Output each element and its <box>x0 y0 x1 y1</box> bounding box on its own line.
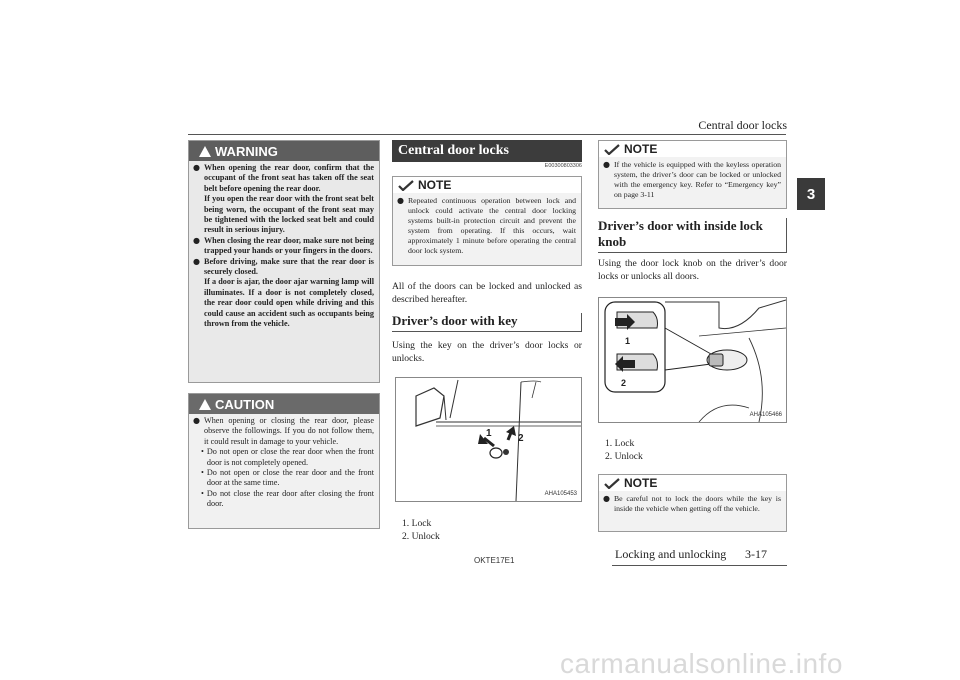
note-item: ● If the vehicle is equipped with the keyless operation system, the driver’s door can be locked or unlocked with the emergency key. Refer to “Emergency key” on page 3-11 <box>603 160 781 199</box>
key-legend <box>402 518 440 543</box>
footer-rule <box>612 565 787 566</box>
legend-item-lock: 1. Lock <box>605 438 635 449</box>
door-key-illustration <box>396 378 581 501</box>
caution-subitem: • Do not close the rear door after closing the front door. <box>201 488 374 509</box>
section-code: E00300803306 <box>544 163 582 169</box>
key-section-title: Driver’s door with key <box>392 313 582 332</box>
knob-legend <box>605 438 643 463</box>
legend-item-lock: 1. Lock <box>402 518 432 529</box>
section-title: Central door locks <box>392 140 582 162</box>
footer-section: Locking and unlocking <box>615 547 727 561</box>
document-code: OKTE17E1 <box>474 556 515 565</box>
bullet-icon: ● <box>193 163 200 172</box>
note-label: NOTE <box>418 178 452 192</box>
bullet-icon: ● <box>193 235 200 245</box>
bullet-icon: ● <box>603 160 610 169</box>
knob-body-text: Using the door lock knob on the driver’s door locks or unlocks all doors. <box>598 258 787 282</box>
callout-1: 1 <box>486 428 492 439</box>
caution-box <box>188 393 380 529</box>
bullet-icon: ● <box>397 196 404 205</box>
header-rule <box>188 134 786 135</box>
caution-header <box>189 394 379 414</box>
note-check-icon <box>604 144 620 155</box>
note-item: ● Be careful not to lock the doors while the key is inside the vehicle when getting off the vehicle. <box>603 494 781 513</box>
chapter-tab[interactable]: 3 <box>797 178 825 210</box>
bullet-icon: ● <box>193 256 200 266</box>
note-check-icon <box>398 180 414 191</box>
knob-figure <box>598 297 787 423</box>
warning-item-continued: If a door is ajar, the door ajar warning lamp will illuminates. If a door is not completely closed, the rear door could open while driving and this could cause an accident such as occupants being thrown from the vehicle. <box>203 277 374 329</box>
warning-header <box>189 141 379 161</box>
note-header <box>599 141 786 157</box>
warning-title: WARNING <box>215 143 278 159</box>
note-item: ● Repeated continuous operation between lock and unlock could activate the central door locking systems built-in protection circuit and prevent the system from operating. If this occurs, wait approximately 1 minute before operating the central door lock system. <box>397 196 576 255</box>
note-check-icon <box>604 478 620 489</box>
bullet-icon: ● <box>603 494 610 503</box>
key-body-text: Using the key on the driver’s door locks or unlocks. <box>392 340 582 364</box>
page-number: 3-17 <box>745 547 767 561</box>
warning-item-continued: If you open the rear door with the front seat belt being worn, the occupant of the front seat may be tightened with the locked seat belt and could result in serious injury. <box>203 194 374 235</box>
callout-1: 1 <box>625 336 631 346</box>
note-label: NOTE <box>624 476 658 490</box>
key-door-figure <box>395 377 582 502</box>
keyless-note-box <box>598 140 787 209</box>
caution-subitem: • Do not open or close the rear door when the front door is not completely opened. <box>201 447 374 467</box>
figure-code: AHA105453 <box>544 491 577 497</box>
lock-knob-illustration <box>599 298 786 422</box>
knob-section-title: Driver’s door with inside lock knob <box>598 218 787 253</box>
caution-subitem: • Do not open or close the rear door and the front door at the same time. <box>201 468 374 488</box>
callout-2: 2 <box>621 378 627 388</box>
note-header <box>599 475 786 491</box>
exit-note-box <box>598 474 787 532</box>
legend-item-unlock: 2. Unlock <box>605 450 643 462</box>
warning-item: ● Before driving, make sure that the rear door is securely closed. <box>193 256 374 277</box>
warning-box <box>188 140 380 383</box>
warning-triangle-icon <box>199 146 211 157</box>
central-body-text: All of the doors can be locked and unlocked as described hereafter. <box>392 281 582 305</box>
callout-2: 2 <box>518 433 524 444</box>
note-header <box>393 177 581 193</box>
figure-code: AHA105466 <box>749 412 782 418</box>
note-label: NOTE <box>624 142 658 156</box>
legend-item-unlock: 2. Unlock <box>402 530 440 542</box>
warning-item: ● When closing the rear door, make sure not being trapped your hands or your fingers in the doors. <box>193 235 374 256</box>
bullet-icon: ● <box>193 416 200 425</box>
caution-title: CAUTION <box>215 396 275 412</box>
caution-item: ● When opening or closing the rear door, please observe the followings. If you do not follow them, it could result in damage to your vehicle. <box>193 416 374 446</box>
central-note-box <box>392 176 582 266</box>
caution-triangle-icon <box>199 399 211 410</box>
watermark-text[interactable]: carmanualsonline.info <box>560 648 843 679</box>
warning-item: ● When opening the rear door, confirm that the occupant of the front seat has taken off the seat belt before opening the rear door. <box>193 163 374 193</box>
page-header-title: Central door locks <box>698 118 787 132</box>
